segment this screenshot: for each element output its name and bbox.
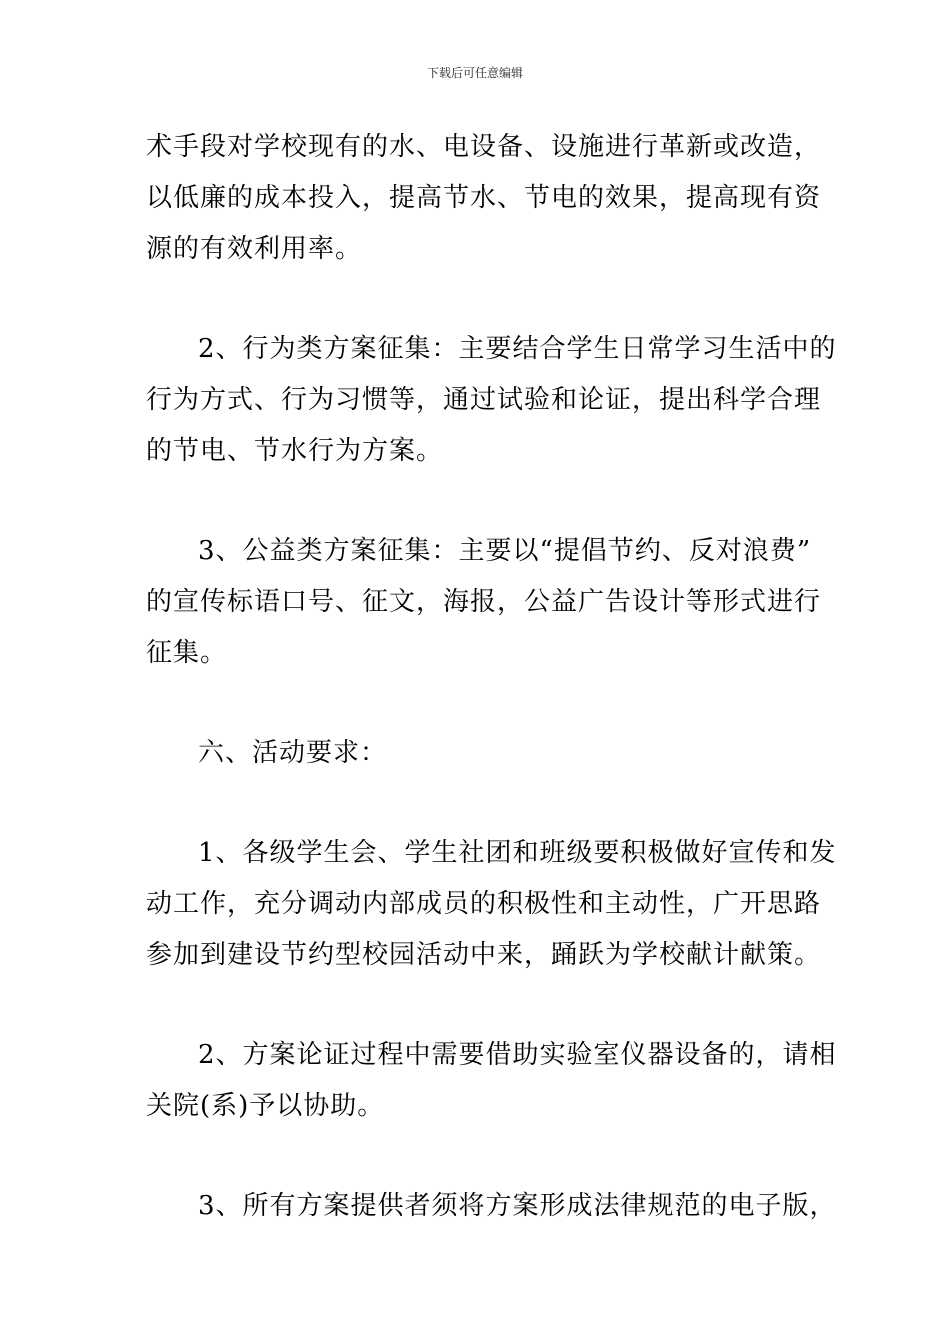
text-line: 的宣传标语口号、征文，海报，公益广告设计等形式进行 xyxy=(146,587,822,617)
text-line: 征集。 xyxy=(146,638,228,668)
paragraph-requirement-2 xyxy=(146,1030,837,1132)
text-line: 3、公益类方案征集：主要以“提倡节约、反对浪费” xyxy=(198,536,812,566)
paragraph-tech-continuation xyxy=(146,122,822,275)
paragraph-requirement-3 xyxy=(146,1181,837,1232)
text-line: 2、行为类方案征集：主要结合学生日常学习生活中的 xyxy=(198,334,837,364)
paragraph-behavior-proposals xyxy=(146,324,837,477)
text-line: 参加到建设节约型校园活动中来，踊跃为学校献计献策。 xyxy=(146,940,822,970)
text-line: 的节电、节水行为方案。 xyxy=(146,436,444,466)
text-line: 六、活动要求： xyxy=(198,738,388,768)
text-line: 术手段对学校现有的水、电设备、设施进行革新或改造， xyxy=(146,132,822,162)
text-line: 3、所有方案提供者须将方案形成法律规范的电子版， xyxy=(198,1191,837,1221)
text-line: 2、方案论证过程中需要借助实验室仪器设备的，请相 xyxy=(198,1040,837,1070)
paragraph-public-welfare-proposals xyxy=(146,526,822,679)
document-body xyxy=(146,122,837,1281)
text-line: 行为方式、行为习惯等，通过试验和论证，提出科学合理 xyxy=(146,385,822,415)
text-line: 1、各级学生会、学生社团和班级要积极做好宣传和发 xyxy=(198,838,837,868)
section-heading-activity-requirements xyxy=(146,728,816,779)
page-header: 下载后可任意编辑 xyxy=(426,66,523,80)
text-line: 动工作，充分调动内部成员的积极性和主动性，广开思路 xyxy=(146,889,822,919)
text-line: 源的有效利用率。 xyxy=(146,234,363,264)
paragraph-requirement-1 xyxy=(146,828,837,981)
text-line: 关院(系)予以协助。 xyxy=(146,1091,385,1121)
text-line: 以低廉的成本投入，提高节水、节电的效果，提高现有资 xyxy=(146,183,822,213)
